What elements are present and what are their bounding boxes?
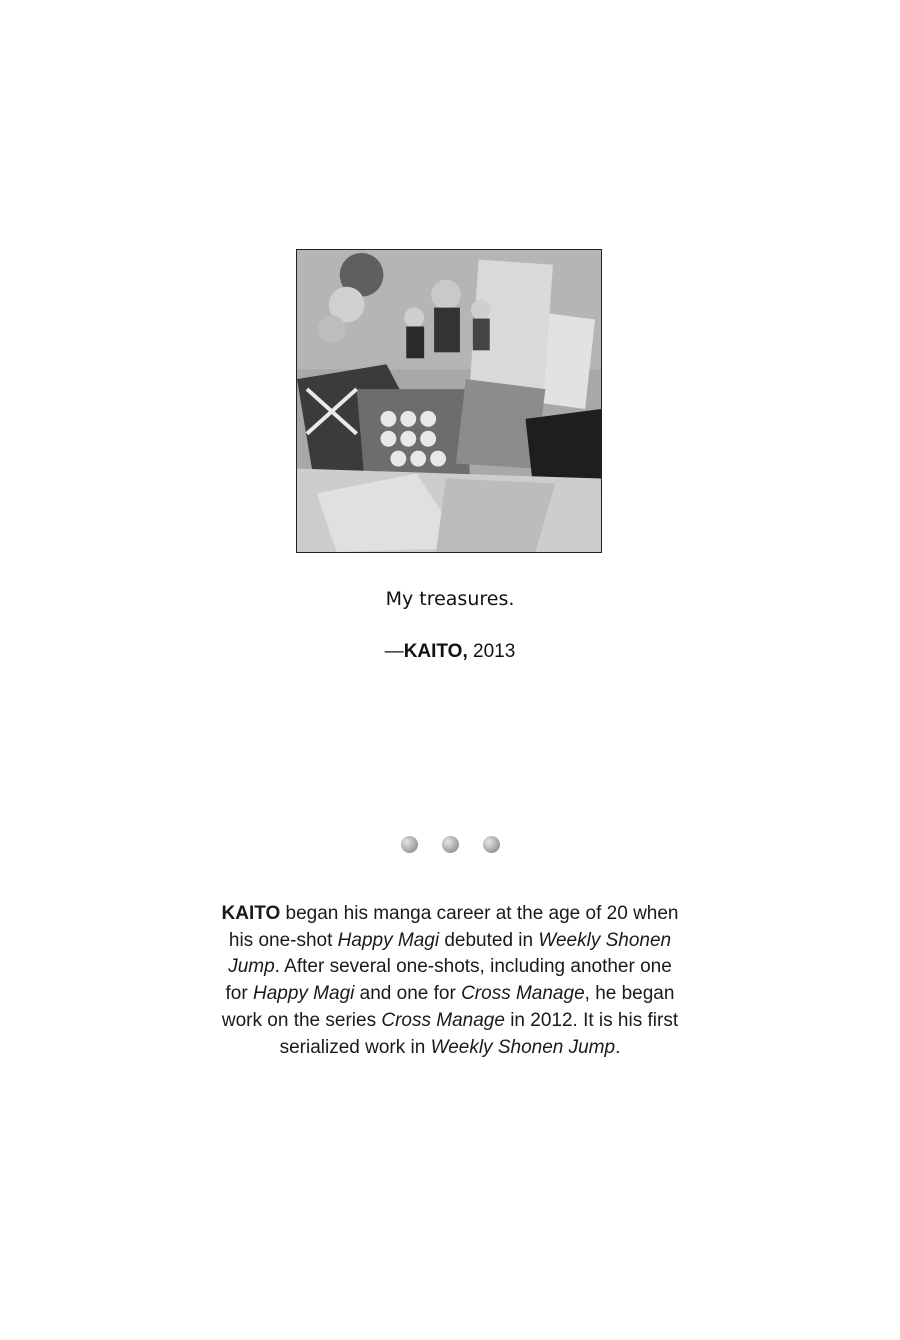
author-bio [220,901,680,1061]
section-divider [0,836,900,853]
bio-magazine: Weekly Shonen Jump [430,1036,616,1058]
bio-name: KAITO [221,903,281,924]
bio-title: Happy Magi [252,983,355,1005]
bio-text: in 2012. It is his first serialized work in [279,1009,679,1058]
photo-caption: My treasures. [385,588,515,610]
credit-name: KAITO, [403,641,468,662]
bio-title: Cross Manage [381,1009,505,1031]
bio-magazine: Weekly Shonen Jump [228,929,672,978]
credit-year: 2013 [467,641,516,662]
divider-dot [401,836,418,853]
bio-title: Cross Manage [461,983,585,1005]
bio-text: began his manga career at the age of 20 when his one-shot [228,903,679,951]
bio-text: , he began work on the series [221,983,675,1031]
bio-title: Happy Magi [337,929,440,951]
bio-text: debuted in [439,929,539,951]
bio-text: . [615,1036,621,1058]
bio-text: and one for [354,983,462,1005]
author-credit [0,641,900,663]
treasures-photo [296,249,602,553]
credit-dash: — [384,641,404,662]
divider-dot [483,836,500,853]
divider-dot [442,836,459,853]
bio-text: . After several one-shots, including another one for [225,956,672,1005]
